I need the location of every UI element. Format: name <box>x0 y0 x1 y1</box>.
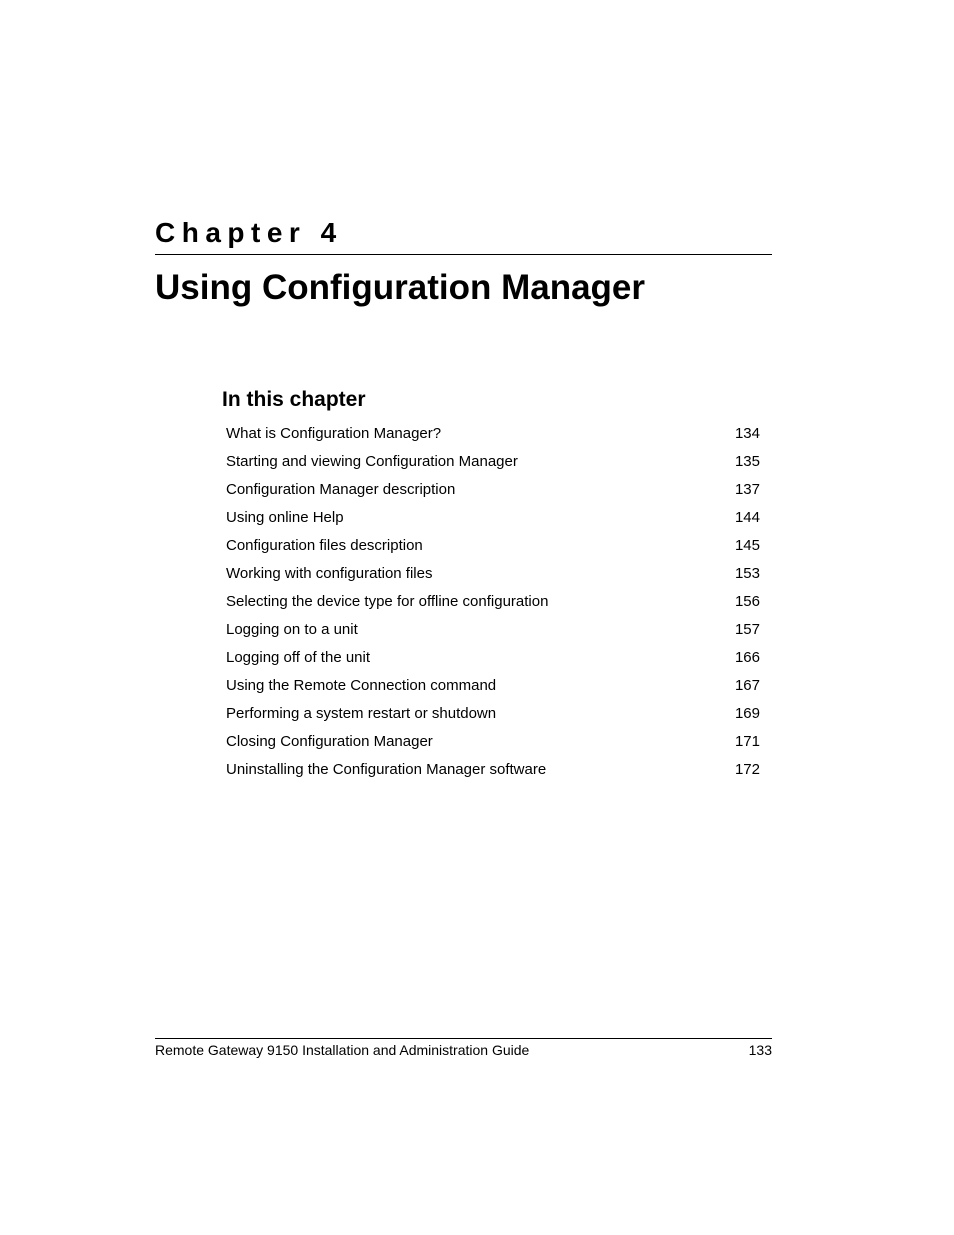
toc-item-page: 137 <box>734 481 760 498</box>
toc-item-logging-off[interactable] <box>226 644 760 672</box>
toc-item-label: Configuration files description <box>226 537 423 554</box>
toc-heading: In this chapter <box>222 388 366 411</box>
toc-item-page: 135 <box>734 453 760 470</box>
toc-item-label: Closing Configuration Manager <box>226 733 433 750</box>
toc-item-page: 172 <box>734 761 760 778</box>
toc-item-label: Using online Help <box>226 509 344 526</box>
toc-item-page: 156 <box>734 593 760 610</box>
toc-item-label: Selecting the device type for offline configuration <box>226 593 549 610</box>
toc-item-remote-connection-command[interactable] <box>226 672 760 700</box>
toc-item-page: 145 <box>734 537 760 554</box>
toc-item-label: Starting and viewing Configuration Manager <box>226 453 518 470</box>
footer-rule <box>155 1038 772 1039</box>
toc-item-label: Using the Remote Connection command <box>226 677 497 694</box>
chapter-title: Using Configuration Manager <box>155 268 645 307</box>
toc-item-page: 153 <box>734 565 760 582</box>
toc-item-configuration-files-description[interactable] <box>226 532 760 560</box>
chapter-label: Chapter 4 <box>155 217 343 248</box>
toc-item-page: 169 <box>734 705 760 722</box>
toc-item-logging-on[interactable] <box>226 616 760 644</box>
toc-item-closing-configuration-manager[interactable] <box>226 728 760 756</box>
toc-item-starting-and-viewing[interactable] <box>226 448 760 476</box>
toc-item-working-with-configuration-files[interactable] <box>226 560 760 588</box>
toc-item-page: 171 <box>734 733 760 750</box>
toc-item-page: 166 <box>734 649 760 666</box>
toc-item-label: Logging off of the unit <box>226 649 371 666</box>
toc-item-page: 157 <box>734 621 760 638</box>
toc-item-what-is-configuration-manager[interactable] <box>226 420 760 448</box>
toc-item-uninstalling-software[interactable] <box>226 756 760 784</box>
toc-item-using-online-help[interactable] <box>226 504 760 532</box>
toc-item-label: Working with configuration files <box>226 565 433 582</box>
toc-item-selecting-device-type[interactable] <box>226 588 760 616</box>
toc-item-label: Logging on to a unit <box>226 621 358 638</box>
toc-item-label: What is Configuration Manager? <box>226 425 442 442</box>
toc-item-label: Uninstalling the Configuration Manager software <box>226 761 547 778</box>
toc-item-configuration-manager-description[interactable] <box>226 476 760 504</box>
toc-item-page: 144 <box>734 509 760 526</box>
footer-page-number: 133 <box>748 1042 772 1058</box>
toc-item-page: 167 <box>734 677 760 694</box>
toc-item-page: 134 <box>734 425 760 442</box>
footer-document-title: Remote Gateway 9150 Installation and Administration Guide <box>155 1042 530 1058</box>
toc-item-label: Performing a system restart or shutdown <box>226 705 497 722</box>
chapter-rule <box>155 254 772 255</box>
toc-item-label: Configuration Manager description <box>226 481 456 498</box>
toc-list <box>226 420 760 784</box>
toc-item-system-restart-or-shutdown[interactable] <box>226 700 760 728</box>
